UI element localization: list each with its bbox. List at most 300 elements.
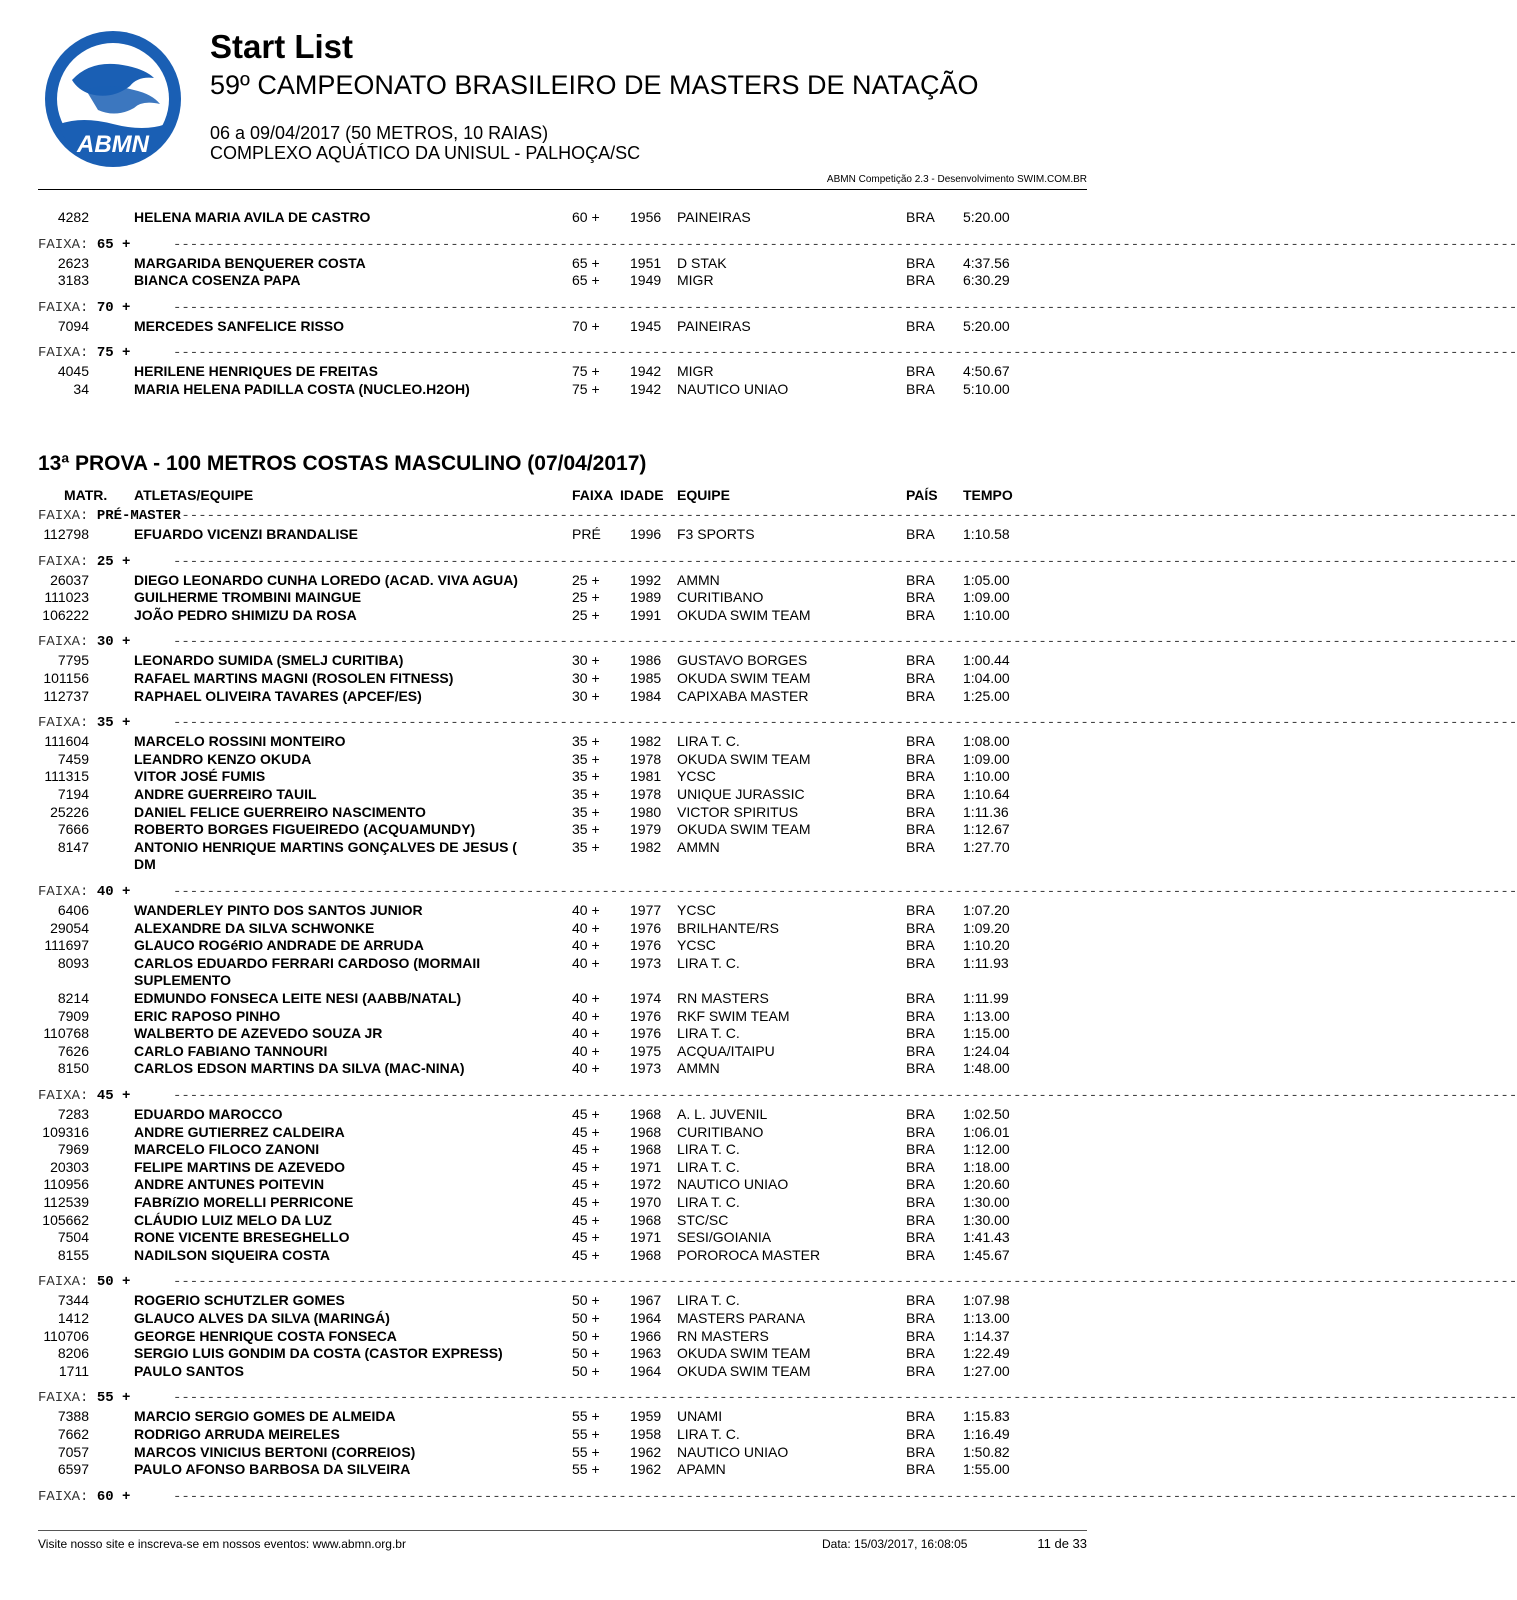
athlete-team: UNIQUE JURASSIC: [677, 786, 805, 802]
table-row: [0, 687, 1131, 705]
athlete-matr: 7094: [57, 317, 89, 334]
athlete-matr: 7459: [57, 750, 89, 767]
table-row: [0, 1158, 1131, 1176]
footer-site: Visite nosso site e inscreva-se em nossos eventos: www.abmn.org.br: [38, 1537, 406, 1551]
athlete-matr: 8214: [57, 990, 89, 1006]
entry-time: 4:37.56: [963, 254, 1010, 271]
table-row: [0, 803, 1131, 821]
entry-time: 1:07.98: [963, 1292, 1010, 1309]
faixa-label: FAIXA:: [38, 508, 97, 524]
athlete-faixa: 55 +: [572, 1426, 600, 1442]
athlete-faixa: 40 +: [572, 1060, 600, 1077]
athlete-country: BRA: [906, 209, 935, 225]
faixa-value: 70 +: [96, 299, 131, 316]
athlete-team: ACQUA/ITAIPU: [677, 1042, 775, 1059]
faixa-dashes: ----------------------------------------------------------------------------------------------------------------------------------------------------------------: [173, 1488, 1517, 1505]
athlete-faixa: 35 +: [572, 786, 600, 802]
entry-time: 1:50.82: [963, 1443, 1010, 1460]
athlete-country: BRA: [906, 1292, 935, 1309]
athlete-year: 1967: [630, 1292, 662, 1309]
athlete-name-continued: DM: [134, 856, 156, 873]
entry-time: 1:08.00: [963, 733, 1010, 750]
faixa-label: FAIXA:: [38, 553, 97, 570]
athlete-team: AMMN: [677, 1060, 720, 1077]
athlete-faixa: 40 +: [572, 937, 600, 954]
athlete-country: BRA: [906, 381, 935, 397]
athlete-country: BRA: [906, 652, 935, 669]
table-row: [0, 1291, 1131, 1309]
athlete-country: BRA: [906, 902, 935, 918]
entry-time: 1:12.00: [963, 1141, 1010, 1158]
athlete-name: WANDERLEY PINTO DOS SANTOS JUNIOR: [134, 902, 423, 918]
athlete-matr: 34: [73, 381, 89, 397]
athlete-matr: 7504: [57, 1229, 89, 1246]
athlete-country: BRA: [906, 1123, 935, 1140]
athlete-country: BRA: [906, 803, 935, 820]
athlete-name: EDMUNDO FONSECA LEITE NESI (AABB/NATAL): [134, 990, 462, 1006]
table-row: [0, 1443, 1131, 1461]
athlete-team: LIRA T. C.: [677, 1158, 740, 1175]
athlete-country: BRA: [906, 317, 935, 334]
athlete-faixa: PRÉ: [572, 526, 601, 542]
athlete-country: BRA: [906, 1060, 935, 1077]
athlete-name: FELIPE MARTINS DE AZEVEDO: [134, 1158, 346, 1175]
athlete-matr: 111023: [44, 589, 89, 606]
entry-time: 1:02.50: [963, 1106, 1010, 1122]
athlete-team: OKUDA SWIM TEAM: [677, 606, 811, 623]
entry-time: 1:30.00: [963, 1194, 1010, 1210]
athlete-matr: 8206: [57, 1345, 89, 1362]
athlete-year: 1978: [630, 750, 662, 767]
athlete-country: BRA: [906, 571, 935, 588]
athlete-year: 1978: [630, 786, 662, 802]
athlete-faixa: 70 +: [572, 317, 600, 334]
athlete-name: CARLO FABIANO TANNOURI: [134, 1042, 328, 1059]
athlete-matr: 4282: [57, 209, 89, 225]
entry-time: 1:04.00: [963, 670, 1010, 686]
athlete-country: BRA: [906, 1025, 935, 1042]
table-row: [0, 767, 1131, 785]
page-title: Start List: [210, 28, 354, 65]
table-row: [0, 525, 1131, 543]
software-credit: ABMN Competição 2.3 - Desenvolvimento SWIM.COM.BR: [826, 174, 1087, 185]
athlete-matr: 7795: [57, 652, 89, 669]
athlete-matr: 2623: [57, 254, 89, 271]
athlete-matr: 1711: [58, 1362, 89, 1379]
athlete-team: YCSC: [677, 937, 716, 954]
athlete-country: BRA: [906, 1211, 935, 1228]
athlete-faixa: 45 +: [572, 1246, 600, 1263]
athlete-matr: 8155: [57, 1246, 89, 1263]
athlete-faixa: 35 +: [572, 750, 600, 767]
athlete-year: 1945: [630, 317, 662, 334]
table-row: [0, 651, 1131, 669]
athlete-name: GEORGE HENRIQUE COSTA FONSECA: [134, 1327, 397, 1344]
athlete-year: 1982: [630, 838, 662, 855]
athlete-country: BRA: [906, 954, 935, 971]
athlete-name: CARLOS EDUARDO FERRARI CARDOSO (MORMAII: [134, 954, 481, 971]
faixa-label: FAIXA:: [38, 1390, 97, 1407]
athlete-name: MARCOS VINICIUS BERTONI (CORREIOS): [134, 1443, 416, 1460]
athlete-matr: 112539: [43, 1194, 89, 1210]
event-venue: COMPLEXO AQUÁTICO DA UNISUL - PALHOÇA/SC: [210, 143, 641, 163]
athlete-team: PAINEIRAS: [677, 317, 751, 334]
athlete-faixa: 30 +: [572, 687, 600, 704]
entry-time: 1:14.37: [963, 1327, 1010, 1344]
athlete-year: 1977: [630, 902, 662, 918]
logo-text: ABMN: [77, 131, 149, 158]
table-row: [0, 732, 1131, 750]
athlete-name: MARCELO ROSSINI MONTEIRO: [134, 733, 346, 750]
athlete-year: 1973: [630, 1060, 662, 1077]
athlete-year: 1976: [630, 1007, 662, 1024]
entry-time: 1:07.20: [963, 902, 1010, 918]
faixa-band: [38, 884, 1517, 900]
table-row: [0, 1007, 1131, 1025]
athlete-team: OKUDA SWIM TEAM: [677, 670, 811, 686]
table-row: [0, 1407, 1131, 1425]
entry-time: 1:48.00: [963, 1060, 1010, 1077]
athlete-team: F3 SPORTS: [677, 526, 755, 542]
faixa-dashes: ----------------------------------------------------------------------------------------------------------------------------------------------------------------: [173, 715, 1517, 732]
entry-time: 5:20.00: [963, 209, 1010, 225]
faixa-band: [38, 1390, 1517, 1407]
entry-time: 1:10.64: [963, 786, 1010, 802]
faixa-value: 55 +: [96, 1390, 131, 1407]
athlete-team: YCSC: [677, 768, 716, 785]
athlete-year: 1942: [630, 381, 662, 397]
athlete-year: 1985: [630, 670, 662, 686]
athlete-name: PAULO AFONSO BARBOSA DA SILVEIRA: [134, 1461, 411, 1478]
athlete-year: 1982: [630, 733, 662, 750]
table-row: [0, 208, 1131, 226]
athlete-matr: 112798: [43, 526, 89, 542]
athlete-team: MIGR: [677, 363, 714, 380]
athlete-year: 1970: [630, 1194, 662, 1210]
athlete-year: 1968: [630, 1211, 662, 1228]
entry-time: 1:06.01: [963, 1123, 1010, 1140]
athlete-faixa: 55 +: [572, 1408, 600, 1425]
faixa-dashes: ----------------------------------------------------------------------------------------------------------------------------------------------------------------: [173, 884, 1517, 900]
athlete-name: GLAUCO ROGéRIO ANDRADE DE ARRUDA: [134, 937, 424, 954]
table-row: [0, 1460, 1131, 1478]
entry-time: 1:13.00: [963, 1007, 1010, 1024]
athlete-name: PAULO SANTOS: [134, 1362, 244, 1379]
table-row: [0, 750, 1131, 768]
entry-time: 1:09.00: [963, 589, 1010, 606]
table-row: [0, 669, 1131, 687]
athlete-year: 1966: [630, 1327, 662, 1344]
athlete-faixa: 45 +: [572, 1211, 600, 1228]
athlete-year: 1968: [630, 1141, 662, 1158]
athlete-team: D STAK: [677, 254, 727, 271]
athlete-team: PAINEIRAS: [677, 209, 751, 225]
athlete-matr: 7388: [57, 1408, 89, 1425]
athlete-team: GUSTAVO BORGES: [677, 652, 808, 669]
table-row: [0, 254, 1131, 272]
athlete-country: BRA: [906, 750, 935, 767]
athlete-year: 1951: [630, 254, 662, 271]
athlete-country: BRA: [906, 1007, 935, 1024]
athlete-team: RN MASTERS: [677, 1327, 769, 1344]
athlete-name: VITOR JOSÉ FUMIS: [134, 768, 266, 785]
athlete-name: EFUARDO VICENZI BRANDALISE: [134, 526, 359, 542]
athlete-team: YCSC: [677, 902, 716, 918]
athlete-year: 1962: [630, 1461, 662, 1478]
athlete-team: CAPIXABA MASTER: [677, 687, 809, 704]
athlete-name: DIEGO LEONARDO CUNHA LOREDO (ACAD. VIVA AGUA): [134, 571, 518, 588]
athlete-matr: 7057: [57, 1443, 89, 1460]
athlete-year: 1972: [630, 1176, 662, 1193]
athlete-faixa: 40 +: [572, 919, 600, 936]
col-pais: PAÍS: [906, 487, 938, 503]
col-equipe: EQUIPE: [677, 487, 730, 503]
col-athlete: ATLETAS/EQUIPE: [134, 487, 254, 503]
athlete-team: OKUDA SWIM TEAM: [677, 1345, 811, 1362]
faixa-dashes: ----------------------------------------------------------------------------------------------------------------------------------------------------------------: [173, 508, 1517, 524]
faixa-dashes: ----------------------------------------------------------------------------------------------------------------------------------------------------------------: [173, 553, 1517, 570]
athlete-team: LIRA T. C.: [677, 1141, 740, 1158]
athlete-name: NADILSON SIQUEIRA COSTA: [134, 1246, 331, 1263]
athlete-country: BRA: [906, 363, 935, 380]
entry-time: 1:25.00: [963, 687, 1010, 704]
athlete-faixa: 35 +: [572, 838, 600, 855]
athlete-team: OKUDA SWIM TEAM: [677, 1362, 811, 1379]
athlete-name: SERGIO LUIS GONDIM DA COSTA (CASTOR EXPRESS): [134, 1345, 503, 1362]
athlete-matr: 7194: [57, 786, 89, 802]
athlete-matr: 7662: [57, 1426, 89, 1442]
table-row: [0, 785, 1131, 803]
athlete-faixa: 45 +: [572, 1158, 600, 1175]
table-row: [0, 1309, 1131, 1327]
athlete-matr: 1412: [57, 1310, 89, 1326]
col-idade: IDADE: [620, 487, 664, 503]
table-row: [0, 1123, 1131, 1141]
athlete-matr: 112737: [43, 687, 89, 704]
athlete-faixa: 35 +: [572, 733, 600, 750]
athlete-team: NAUTICO UNIAO: [677, 1176, 789, 1193]
athlete-country: BRA: [906, 1194, 935, 1210]
athlete-faixa: 55 +: [572, 1461, 600, 1478]
table-row: [0, 919, 1131, 937]
entry-time: 1:16.49: [963, 1426, 1010, 1442]
faixa-dashes: ----------------------------------------------------------------------------------------------------------------------------------------------------------------: [173, 236, 1517, 253]
entry-time: 6:30.29: [963, 272, 1010, 289]
athlete-year: 1971: [630, 1229, 662, 1246]
athlete-year: 1958: [630, 1426, 662, 1442]
faixa-label: FAIXA:: [38, 1088, 97, 1104]
athlete-name: ANDRE GUERREIRO TAUIL: [134, 786, 317, 802]
faixa-band: [38, 299, 1517, 316]
athlete-faixa: 65 +: [572, 272, 600, 289]
athlete-team: OKUDA SWIM TEAM: [677, 821, 811, 838]
abmn-logo: [42, 28, 184, 170]
faixa-band: [38, 1274, 1517, 1291]
athlete-matr: 7909: [57, 1007, 89, 1024]
athlete-team: APAMN: [677, 1461, 726, 1478]
athlete-year: 1973: [630, 954, 662, 971]
athlete-faixa: 50 +: [572, 1292, 600, 1309]
athlete-faixa: 55 +: [572, 1443, 600, 1460]
table-row: [0, 820, 1131, 838]
entry-time: 1:00.44: [963, 652, 1010, 669]
athlete-name: MARIA HELENA PADILLA COSTA (NUCLEO.H2OH): [134, 381, 470, 397]
athlete-team: LIRA T. C.: [677, 733, 740, 750]
athlete-team: BRILHANTE/RS: [677, 919, 779, 936]
faixa-dashes: ----------------------------------------------------------------------------------------------------------------------------------------------------------------: [173, 634, 1517, 651]
entry-time: 1:27.00: [963, 1362, 1010, 1379]
athlete-faixa: 35 +: [572, 803, 600, 820]
entry-time: 1:30.00: [963, 1211, 1010, 1228]
athlete-faixa: 45 +: [572, 1123, 600, 1140]
faixa-label: FAIXA:: [38, 884, 97, 900]
table-row: [0, 989, 1131, 1007]
athlete-team: AMMN: [677, 838, 720, 855]
athlete-matr: 3183: [57, 272, 89, 289]
table-row: [0, 1140, 1131, 1158]
page-number: 11 de 33: [1037, 1536, 1087, 1551]
athlete-team: UNAMI: [677, 1408, 723, 1425]
athlete-name: MARGARIDA BENQUERER COSTA: [134, 254, 366, 271]
athlete-year: 1975: [630, 1042, 662, 1059]
athlete-matr: 106222: [42, 606, 89, 623]
athlete-matr: 7344: [57, 1292, 89, 1309]
faixa-label: FAIXA:: [38, 1488, 97, 1505]
entry-time: 1:22.49: [963, 1345, 1010, 1362]
entry-time: 1:10.00: [963, 606, 1010, 623]
athlete-matr: 111604: [44, 733, 89, 750]
athlete-year: 1949: [630, 272, 662, 289]
athlete-name: GUILHERME TROMBINI MAINGUE: [134, 589, 362, 606]
athlete-name: RAFAEL MARTINS MAGNI (ROSOLEN FITNESS): [134, 670, 454, 686]
athlete-faixa: 65 +: [572, 254, 600, 271]
col-matr: MATR.: [64, 487, 108, 503]
athlete-year: 1984: [630, 687, 662, 704]
athlete-country: BRA: [906, 1158, 935, 1175]
athlete-team: RN MASTERS: [677, 990, 769, 1006]
athlete-team: POROROCA MASTER: [677, 1246, 821, 1263]
athlete-faixa: 45 +: [572, 1176, 600, 1193]
faixa-band: [38, 715, 1517, 732]
athlete-team: LIRA T. C.: [677, 954, 740, 971]
athlete-faixa: 30 +: [572, 670, 600, 686]
faixa-band: [38, 1088, 1517, 1104]
entry-time: 5:20.00: [963, 317, 1010, 334]
athlete-year: 1968: [630, 1123, 662, 1140]
faixa-band: [38, 1488, 1517, 1505]
athlete-country: BRA: [906, 733, 935, 750]
table-row: [0, 571, 1131, 589]
championship-name: 59º CAMPEONATO BRASILEIRO DE MASTERS DE NATAÇÃO: [210, 70, 979, 100]
entry-time: 1:11.99: [963, 990, 1009, 1006]
athlete-team: MIGR: [677, 272, 714, 289]
athlete-country: BRA: [906, 1229, 935, 1246]
entry-time: 1:05.00: [963, 571, 1010, 588]
athlete-name: FABRíZIO MORELLI PERRICONE: [134, 1194, 354, 1210]
entry-time: 1:10.20: [963, 937, 1010, 954]
athlete-year: 1942: [630, 363, 662, 380]
athlete-faixa: 40 +: [572, 902, 600, 918]
entry-time: 1:12.67: [963, 821, 1010, 838]
athlete-faixa: 40 +: [572, 990, 600, 1006]
event-dates: 06 a 09/04/2017 (50 METROS, 10 RAIAS): [210, 123, 549, 143]
athlete-faixa: 50 +: [572, 1362, 600, 1379]
athlete-country: BRA: [906, 589, 935, 606]
athlete-team: RKF SWIM TEAM: [677, 1007, 790, 1024]
table-row: [0, 901, 1131, 919]
table-row: [0, 838, 1131, 856]
athlete-country: BRA: [906, 1362, 935, 1379]
athlete-matr: 29054: [50, 919, 89, 936]
athlete-name: RODRIGO ARRUDA MEIRELES: [134, 1426, 340, 1442]
faixa-dashes: ----------------------------------------------------------------------------------------------------------------------------------------------------------------: [173, 299, 1517, 316]
athlete-matr: 109316: [42, 1123, 89, 1140]
athlete-year: 1996: [630, 526, 662, 542]
athlete-faixa: 45 +: [572, 1194, 600, 1210]
athlete-year: 1968: [630, 1246, 662, 1263]
athlete-country: BRA: [906, 937, 935, 954]
athlete-name: ALEXANDRE DA SILVA SCHWONKE: [134, 919, 375, 936]
athlete-matr: 111315: [44, 768, 89, 785]
athlete-name: CARLOS EDSON MARTINS DA SILVA (MAC-NINA): [134, 1060, 465, 1077]
athlete-faixa: 60 +: [572, 209, 600, 225]
entry-time: 4:50.67: [963, 363, 1010, 380]
athlete-faixa: 25 +: [572, 589, 600, 606]
athlete-year: 1964: [630, 1310, 662, 1326]
athlete-matr: 8147: [57, 838, 89, 855]
athlete-faixa: 50 +: [572, 1345, 600, 1362]
athlete-matr: 8093: [57, 954, 89, 971]
athlete-matr: 7666: [57, 821, 89, 838]
athlete-year: 1991: [630, 606, 662, 623]
faixa-dashes: ----------------------------------------------------------------------------------------------------------------------------------------------------------------: [173, 1274, 1517, 1291]
athlete-matr: 7626: [57, 1042, 89, 1059]
athlete-faixa: 75 +: [572, 363, 600, 380]
athlete-matr: 7283: [57, 1106, 89, 1122]
entry-time: 1:13.00: [963, 1310, 1010, 1326]
athlete-faixa: 25 +: [572, 571, 600, 588]
athlete-team: LIRA T. C.: [677, 1194, 740, 1210]
athlete-name: MARCELO FILOCO ZANONI: [134, 1141, 320, 1158]
athlete-faixa: 50 +: [572, 1327, 600, 1344]
athlete-matr: 110956: [43, 1176, 89, 1193]
col-faixa: FAIXA: [572, 487, 614, 503]
athlete-year: 1974: [630, 990, 662, 1006]
athlete-year: 1971: [630, 1158, 662, 1175]
athlete-matr: 8150: [57, 1060, 89, 1077]
athlete-name: HERILENE HENRIQUES DE FREITAS: [134, 363, 378, 380]
athlete-year: 1968: [630, 1106, 662, 1122]
faixa-value: PRÉ-MASTER: [96, 508, 181, 524]
faixa-value: 35 +: [96, 715, 131, 732]
athlete-country: BRA: [906, 272, 935, 289]
table-row: [0, 1425, 1131, 1443]
athlete-name: ROGERIO SCHUTZLER GOMES: [134, 1292, 345, 1309]
athlete-name: BIANCA COSENZA PAPA: [134, 272, 301, 289]
athlete-country: BRA: [906, 670, 935, 686]
athlete-year: 1963: [630, 1345, 662, 1362]
faixa-band: [38, 553, 1517, 570]
athlete-faixa: 40 +: [572, 1042, 600, 1059]
athlete-name: CLÁUDIO LUIZ MELO DA LUZ: [134, 1211, 332, 1228]
athlete-name: ANDRE ANTUNES POITEVIN: [134, 1176, 325, 1193]
faixa-band: [38, 508, 1517, 524]
entry-time: 1:11.93: [963, 954, 1009, 971]
athlete-year: 1980: [630, 803, 662, 820]
athlete-name: JOÃO PEDRO SHIMIZU DA ROSA: [134, 606, 357, 623]
table-row: [0, 936, 1131, 954]
table-row: [0, 1175, 1131, 1193]
